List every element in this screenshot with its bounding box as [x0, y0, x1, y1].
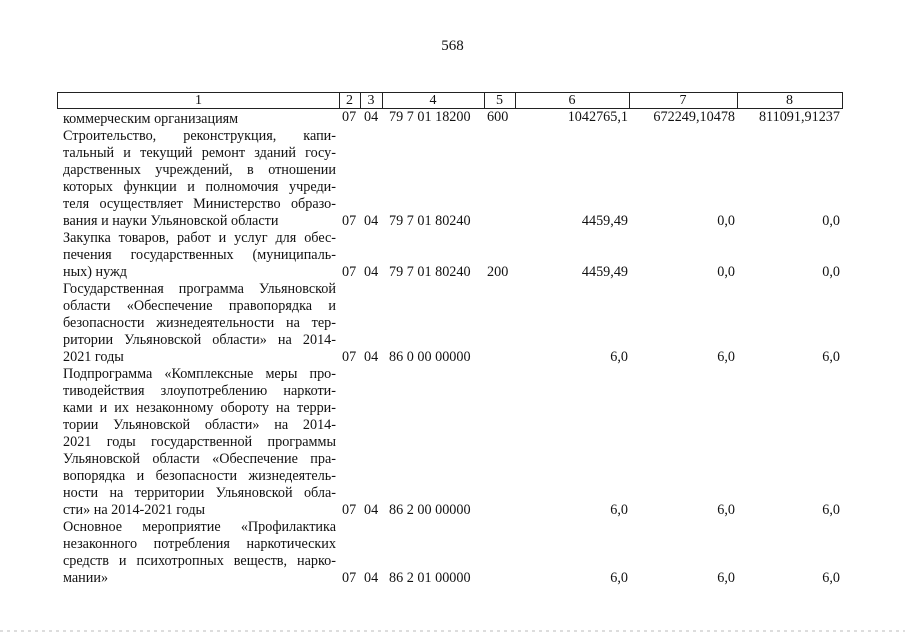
header-col-2: 2	[339, 92, 361, 109]
cell-c6: 6,0	[610, 502, 628, 518]
header-col-7: 7	[629, 92, 738, 109]
description-line: ных) нужд	[63, 264, 128, 280]
row-description	[63, 230, 336, 281]
cell-c4: 79 7 01 18200	[389, 109, 471, 125]
cell-c7: 6,0	[717, 502, 735, 518]
cell-c3: 04	[364, 109, 379, 125]
description-line: печения государственных (муниципаль-	[63, 247, 336, 263]
cell-c7: 0,0	[717, 264, 735, 280]
row-description	[63, 366, 336, 519]
page-number: 568	[441, 38, 464, 54]
header-col-8: 8	[737, 92, 843, 109]
header-col-4: 4	[382, 92, 485, 109]
cell-c8: 6,0	[822, 570, 840, 586]
description-line: тальный и текущий ремонт зданий госу-	[63, 145, 336, 161]
row-description	[63, 281, 336, 366]
description-line: Строительство, реконструкция, капи-	[63, 128, 336, 144]
cell-c4: 79 7 01 80240	[389, 264, 471, 280]
cell-c3: 04	[364, 213, 379, 229]
description-line: тории Ульяновской области» на 2014-	[63, 417, 336, 433]
description-line: Основное мероприятие «Профилактика	[63, 519, 336, 535]
description-line: области «Обеспечение правопорядка и	[63, 298, 336, 314]
cell-c8: 6,0	[822, 502, 840, 518]
description-line: Закупка товаров, работ и услуг для обес-	[63, 230, 336, 246]
description-line: безопасности жизнедеятельности на тер-	[63, 315, 336, 331]
description-line: сти» на 2014-2021 годы	[63, 502, 206, 518]
description-line: средств и психотропных веществ, нарко-	[63, 553, 336, 569]
cell-c6: 4459,49	[581, 264, 628, 280]
cell-c4: 86 2 00 00000	[389, 502, 471, 518]
description-line: 2021 годы	[63, 349, 124, 365]
description-line: вания и науки Ульяновской области	[63, 213, 279, 229]
description-line: незаконного потребления наркотических	[63, 536, 336, 552]
cell-c6: 6,0	[610, 570, 628, 586]
description-line: 2021 годы государственной программы	[63, 434, 336, 450]
cell-c5: 200	[487, 264, 509, 280]
cell-c6: 1042765,1	[567, 109, 628, 125]
cell-c7: 672249,10478	[653, 109, 735, 125]
description-line: вопорядка и безопасности жизнедеятель-	[63, 468, 336, 484]
cell-c2: 07	[342, 349, 357, 365]
description-line: мании»	[63, 570, 109, 586]
header-col-1: 1	[57, 92, 340, 109]
description-line: дарственных учреждений, в отношении	[63, 162, 336, 178]
cell-c5: 600	[487, 109, 509, 125]
description-line: теля осуществляет Министерство образо-	[63, 196, 336, 212]
cell-c4: 86 2 01 00000	[389, 570, 471, 586]
cell-c3: 04	[364, 264, 379, 280]
description-line: которых функции и полномочия учреди-	[63, 179, 336, 195]
cell-c8: 0,0	[822, 213, 840, 229]
cell-c8: 811091,91237	[758, 109, 840, 125]
description-line: ками и их незаконному обороту на терри-	[63, 400, 336, 416]
row-description	[63, 128, 336, 230]
cell-c3: 04	[364, 502, 379, 518]
cell-c2: 07	[342, 264, 357, 280]
description-line: Подпрограмма «Комплексные меры про-	[63, 366, 336, 382]
cell-c2: 07	[342, 502, 357, 518]
row-description	[63, 519, 336, 587]
row-description	[63, 111, 336, 128]
cell-c2: 07	[342, 213, 357, 229]
description-line: тиводействия злоупотреблению наркоти-	[63, 383, 336, 399]
header-col-6: 6	[515, 92, 630, 109]
cell-c8: 0,0	[822, 264, 840, 280]
cell-c7: 0,0	[717, 213, 735, 229]
cell-c4: 86 0 00 00000	[389, 349, 471, 365]
cell-c6: 4459,49	[581, 213, 628, 229]
description-line: Государственная программа Ульяновской	[63, 281, 336, 297]
cell-c3: 04	[364, 570, 379, 586]
cell-c2: 07	[342, 570, 357, 586]
cell-c7: 6,0	[717, 349, 735, 365]
description-line: ритории Ульяновской области» на 2014-	[63, 332, 336, 348]
cell-c4: 79 7 01 80240	[389, 213, 471, 229]
cell-c8: 6,0	[822, 349, 840, 365]
cell-c6: 6,0	[610, 349, 628, 365]
cell-c7: 6,0	[717, 570, 735, 586]
header-col-5: 5	[484, 92, 516, 109]
description-line: Ульяновской области «Обеспечение пра-	[63, 451, 336, 467]
header-col-3: 3	[360, 92, 383, 109]
description-line: коммерческим организациям	[63, 111, 239, 127]
description-line: ности на территории Ульяновской обла-	[63, 485, 336, 501]
cell-c3: 04	[364, 349, 379, 365]
scan-artifact	[0, 630, 905, 632]
cell-c2: 07	[342, 109, 357, 125]
